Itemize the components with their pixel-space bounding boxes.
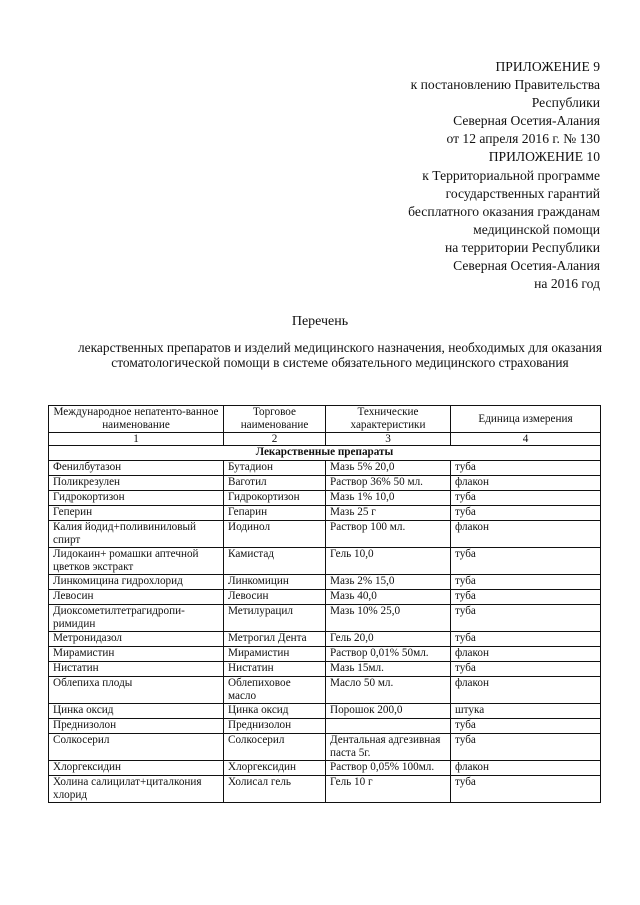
header-unit: Единица измерения — [451, 406, 601, 433]
cell-international-name: Левосин — [49, 590, 224, 605]
cell-trade-name: Иодинол — [224, 521, 326, 548]
cell-technical-specs: Раствор 100 мл. — [326, 521, 451, 548]
cell-technical-specs: Гель 10,0 — [326, 548, 451, 575]
cell-trade-name: Линкомицин — [224, 575, 326, 590]
cell-international-name: Лидокаин+ ромашки аптечной цветков экстракт — [49, 548, 224, 575]
cell-international-name: Холина салицилат+циталкония хлорид — [49, 776, 224, 803]
header-line: от 12 апреля 2016 г. № 130 — [446, 131, 600, 147]
cell-international-name: Гидрокортизон — [49, 491, 224, 506]
cell-trade-name: Камистад — [224, 548, 326, 575]
cell-unit: туба — [451, 719, 601, 734]
table-row — [49, 647, 601, 662]
header-line: Северная Осетия-Алания — [453, 258, 600, 274]
cell-international-name: Мирамистин — [49, 647, 224, 662]
cell-technical-specs: Гель 20,0 — [326, 632, 451, 647]
header-line: медицинской помощи — [473, 221, 600, 237]
cell-trade-name: Гепарин — [224, 506, 326, 521]
header-line: ПРИЛОЖЕНИЕ 10 — [488, 149, 600, 165]
cell-international-name: Метронидазол — [49, 632, 224, 647]
table-row — [49, 704, 601, 719]
header-line: к постановлению Правительства — [410, 77, 600, 93]
table-header-row — [49, 406, 601, 433]
header-international-name: Международное непатенто-ванное наименование — [49, 406, 224, 433]
header-line: бесплатного оказания гражданам — [408, 203, 600, 219]
medicines-table — [48, 405, 601, 803]
cell-trade-name: Хлоргексидин — [224, 761, 326, 776]
cell-unit: туба — [451, 734, 601, 761]
cell-international-name: Нистатин — [49, 662, 224, 677]
cell-technical-specs: Мазь 15мл. — [326, 662, 451, 677]
cell-unit: туба — [451, 632, 601, 647]
cell-technical-specs: Масло 50 мл. — [326, 677, 451, 704]
cell-trade-name: Преднизолон — [224, 719, 326, 734]
cell-international-name: Облепиха плоды — [49, 677, 224, 704]
table-row — [49, 605, 601, 632]
cell-unit: флакон — [451, 677, 601, 704]
cell-unit: флакон — [451, 647, 601, 662]
cell-technical-specs: Мазь 1% 10,0 — [326, 491, 451, 506]
table-row — [49, 590, 601, 605]
cell-unit: туба — [451, 548, 601, 575]
header-line: на территории Республики — [444, 239, 600, 255]
cell-unit: туба — [451, 590, 601, 605]
cell-trade-name: Облепиховое масло — [224, 677, 326, 704]
cell-international-name: Калия йодид+поливиниловый спирт — [49, 521, 224, 548]
table-row — [49, 575, 601, 590]
column-number: 3 — [326, 433, 451, 446]
column-number: 2 — [224, 433, 326, 446]
cell-trade-name: Бутадион — [224, 461, 326, 476]
table-row — [49, 776, 601, 803]
cell-technical-specs: Раствор 0,05% 100мл. — [326, 761, 451, 776]
column-number: 4 — [451, 433, 601, 446]
cell-unit: флакон — [451, 521, 601, 548]
header-line: Республики — [531, 95, 600, 111]
table-row — [49, 761, 601, 776]
cell-unit: флакон — [451, 476, 601, 491]
table-number-row — [49, 433, 601, 446]
header-trade-name: Торговое наименование — [224, 406, 326, 433]
section-title: Лекарственные препараты — [49, 446, 601, 461]
header-technical-specs: Технические характеристики — [326, 406, 451, 433]
cell-trade-name: Гидрокортизон — [224, 491, 326, 506]
cell-international-name: Геперин — [49, 506, 224, 521]
cell-technical-specs: Мазь 25 г — [326, 506, 451, 521]
table-row — [49, 506, 601, 521]
header-line: на 2016 год — [534, 276, 600, 292]
header-line: государственных гарантий — [445, 185, 600, 201]
document-subtitle: лекарственных препаратов и изделий медицинского назначения, необходимых для оказания стоматологической помощи в системе обязательного медицинского страхования — [78, 340, 602, 370]
table-row — [49, 719, 601, 734]
cell-trade-name: Холисал гель — [224, 776, 326, 803]
header-line: к Территориальной программе — [422, 167, 600, 183]
cell-trade-name: Ваготил — [224, 476, 326, 491]
cell-technical-specs: Мазь 40,0 — [326, 590, 451, 605]
cell-trade-name: Мирамистин — [224, 647, 326, 662]
table-row — [49, 734, 601, 761]
cell-international-name: Преднизолон — [49, 719, 224, 734]
cell-trade-name: Левосин — [224, 590, 326, 605]
cell-unit: туба — [451, 491, 601, 506]
cell-international-name: Линкомицина гидрохлорид — [49, 575, 224, 590]
cell-unit: туба — [451, 506, 601, 521]
cell-trade-name: Солкосерил — [224, 734, 326, 761]
cell-technical-specs: Мазь 10% 25,0 — [326, 605, 451, 632]
table-row — [49, 491, 601, 506]
cell-technical-specs: Мазь 2% 15,0 — [326, 575, 451, 590]
table-row — [49, 662, 601, 677]
cell-trade-name: Метилурацил — [224, 605, 326, 632]
cell-unit: туба — [451, 776, 601, 803]
cell-unit: туба — [451, 461, 601, 476]
cell-international-name: Хлоргексидин — [49, 761, 224, 776]
header-line: Северная Осетия-Алания — [453, 113, 600, 129]
cell-technical-specs: Дентальная адгезивная паста 5г. — [326, 734, 451, 761]
cell-technical-specs — [326, 719, 451, 734]
cell-trade-name: Нистатин — [224, 662, 326, 677]
cell-unit: туба — [451, 662, 601, 677]
cell-international-name: Диоксометилтетрагидропи-римидин — [49, 605, 224, 632]
cell-international-name: Фенилбутазон — [49, 461, 224, 476]
table-row — [49, 461, 601, 476]
cell-trade-name: Цинка оксид — [224, 704, 326, 719]
cell-international-name: Солкосерил — [49, 734, 224, 761]
cell-unit: флакон — [451, 761, 601, 776]
cell-technical-specs: Мазь 5% 20,0 — [326, 461, 451, 476]
table-row — [49, 677, 601, 704]
document-title: Перечень — [291, 314, 349, 329]
table-row — [49, 521, 601, 548]
cell-international-name: Цинка оксид — [49, 704, 224, 719]
table-row — [49, 632, 601, 647]
section-row — [49, 446, 601, 461]
header-line: ПРИЛОЖЕНИЕ 9 — [495, 59, 600, 74]
cell-trade-name: Метрогил Дента — [224, 632, 326, 647]
table-row — [49, 548, 601, 575]
cell-technical-specs: Гель 10 г — [326, 776, 451, 803]
cell-international-name: Поликрезулен — [49, 476, 224, 491]
table-row — [49, 476, 601, 491]
cell-unit: штука — [451, 704, 601, 719]
column-number: 1 — [49, 433, 224, 446]
cell-unit: туба — [451, 605, 601, 632]
cell-unit: туба — [451, 575, 601, 590]
document-header — [300, 58, 600, 293]
cell-technical-specs: Раствор 0,01% 50мл. — [326, 647, 451, 662]
cell-technical-specs: Раствор 36% 50 мл. — [326, 476, 451, 491]
cell-technical-specs: Порошок 200,0 — [326, 704, 451, 719]
